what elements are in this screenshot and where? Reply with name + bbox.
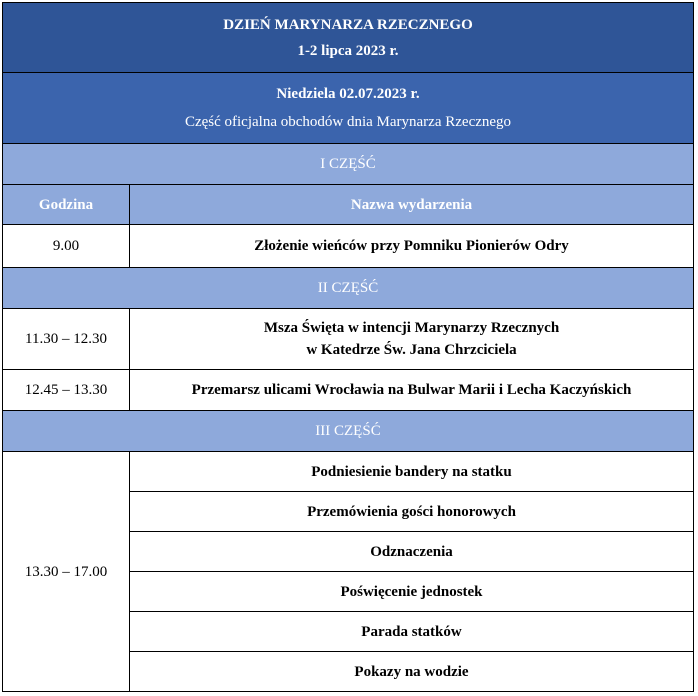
section-row — [3, 411, 694, 452]
table-row — [3, 370, 694, 411]
column-header-row — [3, 185, 694, 225]
event-cell: Odznaczenia — [130, 532, 694, 572]
section-title-3: III CZĘŚĆ — [3, 411, 694, 452]
day-cell — [3, 73, 694, 144]
section-row — [3, 268, 694, 309]
day-subtitle: Część oficjalna obchodów dnia Marynarza Rzecznego — [184, 114, 512, 130]
schedule-table — [2, 2, 694, 692]
section-title-2: II CZĘŚĆ — [3, 268, 694, 309]
table-row — [3, 452, 694, 492]
event-title: DZIEŃ MARYNARZA RZECZNEGO — [223, 16, 473, 33]
time-cell: 12.45 – 13.30 — [3, 370, 130, 411]
event-cell: Parada statków — [130, 612, 694, 652]
event-line-1: Msza Święta w intencji Marynarzy Rzecznych — [263, 320, 560, 336]
event-cell: Poświęcenie jednostek — [130, 572, 694, 612]
title-cell — [3, 3, 694, 73]
time-cell: 9.00 — [3, 225, 130, 268]
event-cell: Przemówienia gości honorowych — [130, 492, 694, 532]
event-cell — [130, 309, 694, 370]
event-dates: 1-2 lipca 2023 r. — [297, 42, 399, 59]
column-header-event: Nazwa wydarzenia — [130, 185, 694, 225]
day-row — [3, 73, 694, 144]
title-row — [3, 3, 694, 73]
time-cell: 13.30 – 17.00 — [3, 452, 130, 692]
time-cell: 11.30 – 12.30 — [3, 309, 130, 370]
event-cell: Podniesienie bandery na statku — [130, 452, 694, 492]
event-cell: Złożenie wieńców przy Pomniku Pionierów Odry — [130, 225, 694, 268]
day-date: Niedziela 02.07.2023 r. — [276, 86, 420, 102]
schedule-document — [2, 2, 694, 692]
event-cell: Przemarsz ulicami Wrocławia na Bulwar Marii i Lecha Kaczyńskich — [130, 370, 694, 411]
event-cell: Pokazy na wodzie — [130, 652, 694, 692]
table-row — [3, 225, 694, 268]
section-title-1: I CZĘŚĆ — [3, 144, 694, 185]
table-row — [3, 309, 694, 370]
section-row — [3, 144, 694, 185]
column-header-time: Godzina — [3, 185, 130, 225]
event-line-2: w Katedrze Św. Jana Chrzciciela — [306, 342, 517, 358]
